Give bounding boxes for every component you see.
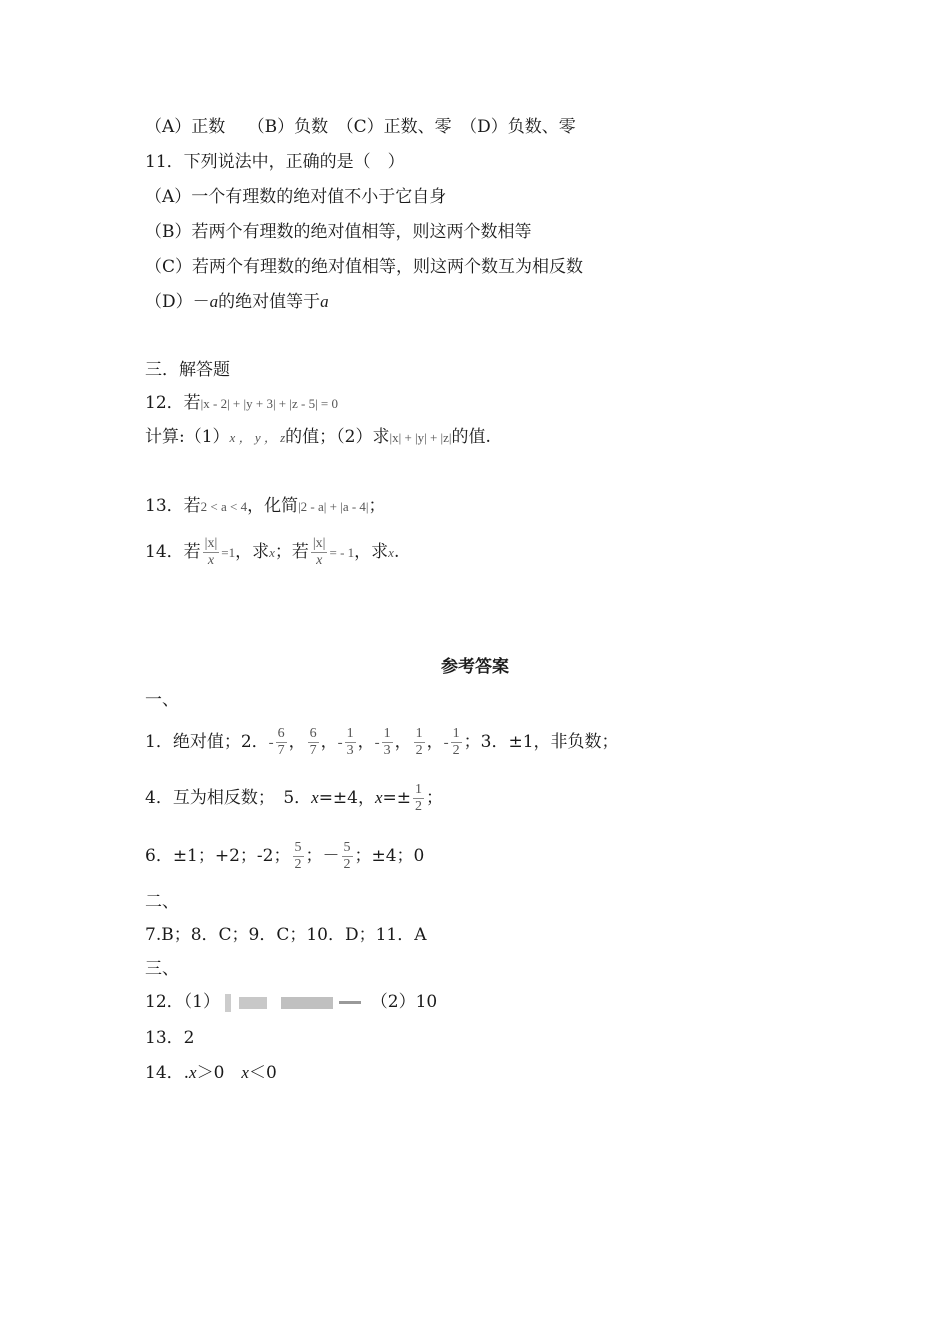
fraction-separator: ， <box>288 732 306 752</box>
q12-expr: |x - 2| + |y + 3| + |z - 5| = 0 <box>200 396 339 411</box>
a1-fractions <box>268 726 464 758</box>
fraction-separator: ， <box>426 732 444 752</box>
a4-prefix: 4．互为相反数； 5． <box>145 788 312 808</box>
a4-x1: x <box>311 788 319 807</box>
section3-title: 三．解答题 <box>145 360 230 380</box>
q11-d-mid: 的绝对值等于 <box>218 292 321 312</box>
q11-stem: 11．下列说法中，正确的是（ ） <box>145 152 405 172</box>
q14-mid3: ，求 <box>354 542 389 562</box>
answers-title: 参考答案 <box>441 657 509 677</box>
q14-eq1: =1 <box>221 545 236 560</box>
a1-prefix: 1．绝对值；2． <box>145 732 269 752</box>
a14-rel2: ＜0 <box>248 1063 277 1083</box>
q12-line <box>145 391 338 416</box>
a6-mid: ；－ <box>305 846 340 866</box>
q12-calc-line <box>145 425 491 450</box>
q13-cond: 2 < a < 4 <box>200 499 248 514</box>
q14-line <box>145 530 399 575</box>
q13-line <box>145 494 386 519</box>
q14-prefix: 14．若 <box>145 542 201 562</box>
q12-prefix: 12．若 <box>145 393 201 413</box>
a14-x2: x <box>241 1063 249 1082</box>
a14-x1: x <box>189 1063 197 1082</box>
fraction-sign: - <box>374 735 380 751</box>
fraction-separator: ， <box>394 732 412 752</box>
answer-line-7: 7.B；8．C；9．C；10．D；11．A <box>145 925 427 945</box>
fraction-sign: - <box>337 735 343 751</box>
a12-formula-image <box>225 992 365 1014</box>
q11-option-a: （A）一个有理数的绝对值不小于它自身 <box>145 187 447 207</box>
answers-part1-label: 一、 <box>145 690 179 710</box>
a4-fraction: $\frac{1}{2}$ <box>415 782 423 814</box>
a14-prefix: 14．. <box>145 1063 190 1083</box>
a1-fraction: $\frac{1}{2}$ <box>452 726 460 758</box>
q14-eq2: = - 1 <box>329 545 355 560</box>
fraction-separator: ， <box>320 732 338 752</box>
a12-prefix: 12．（1） <box>145 992 220 1012</box>
answers-part2-label: 二、 <box>145 892 179 912</box>
a1-fraction: $\frac{1}{3}$ <box>346 726 354 758</box>
a6-suffix: ；±4；0 <box>354 846 425 866</box>
a6-fraction-1: $\frac{5}{2}$ <box>294 840 302 872</box>
q13-mid: ，化简 <box>247 496 299 516</box>
q12-calc-suffix: 的值. <box>451 427 491 447</box>
a6-prefix: 6．±1；+2；-2； <box>145 846 291 866</box>
a4-eq2: =± <box>382 788 412 808</box>
a4-x2: x <box>375 788 383 807</box>
answers-part3-label: 三、 <box>145 959 179 979</box>
q12-calc-prefix: 计算:（1） <box>145 427 230 447</box>
answer-line-6 <box>145 834 424 878</box>
q11-option-c: （C）若两个有理数的绝对值相等，则这两个数互为相反数 <box>145 257 584 277</box>
q11-d-var1: a <box>209 292 219 311</box>
q13-expr: |2 - a| + |a - 4| <box>298 499 369 514</box>
q14-mid1: ，求 <box>235 542 270 562</box>
a1-fraction: $\frac{1}{2}$ <box>415 726 423 758</box>
q11-option-b: （B）若两个有理数的绝对值相等，则这两个数相等 <box>145 222 532 242</box>
a1-suffix: ；3．±1，非负数； <box>463 732 619 752</box>
a4-suffix: ； <box>426 788 444 808</box>
a6-fraction-2: $\frac{5}{2}$ <box>343 840 351 872</box>
fraction-sign: - <box>443 735 449 751</box>
q14-var-1: x <box>269 545 275 560</box>
q14-mid2: ；若 <box>274 542 309 562</box>
answer-line-1 <box>145 720 619 765</box>
q12-expr2: |x| + |y| + |z| <box>389 430 452 445</box>
answer-line-12 <box>145 990 437 1014</box>
q12-vars: x ， y ， z <box>229 430 286 445</box>
q11-option-d <box>145 290 329 314</box>
q10-options: （A）正数 （B）负数 （C）正数、零 （D）负数、零 <box>145 117 576 137</box>
q14-fraction-2: $\frac{|x|}{x}$ <box>312 536 326 568</box>
a1-fraction: $\frac{6}{7}$ <box>277 726 285 758</box>
q14-end: . <box>393 542 400 562</box>
q14-var-2: x <box>388 545 394 560</box>
a12-suffix: （2）10 <box>370 992 438 1012</box>
fraction-sign: - <box>268 735 274 751</box>
q13-suffix: ； <box>368 496 386 516</box>
a1-fraction: $\frac{1}{3}$ <box>383 726 391 758</box>
q13-prefix: 13．若 <box>145 496 201 516</box>
a14-rel1: ＞0 <box>196 1063 242 1083</box>
answer-line-14 <box>145 1061 277 1085</box>
answer-line-13: 13．2 <box>145 1028 195 1048</box>
fraction-separator: ， <box>357 732 375 752</box>
q11-d-prefix: （D）－ <box>145 292 210 312</box>
q11-d-var2: a <box>320 292 329 311</box>
q12-calc-mid: 的值；（2）求 <box>285 427 390 447</box>
q14-fraction-1: $\frac{|x|}{x}$ <box>204 536 218 568</box>
answer-line-4 <box>145 776 443 820</box>
a4-eq1: =±4， <box>318 788 375 808</box>
a1-fraction: $\frac{6}{7}$ <box>309 726 317 758</box>
